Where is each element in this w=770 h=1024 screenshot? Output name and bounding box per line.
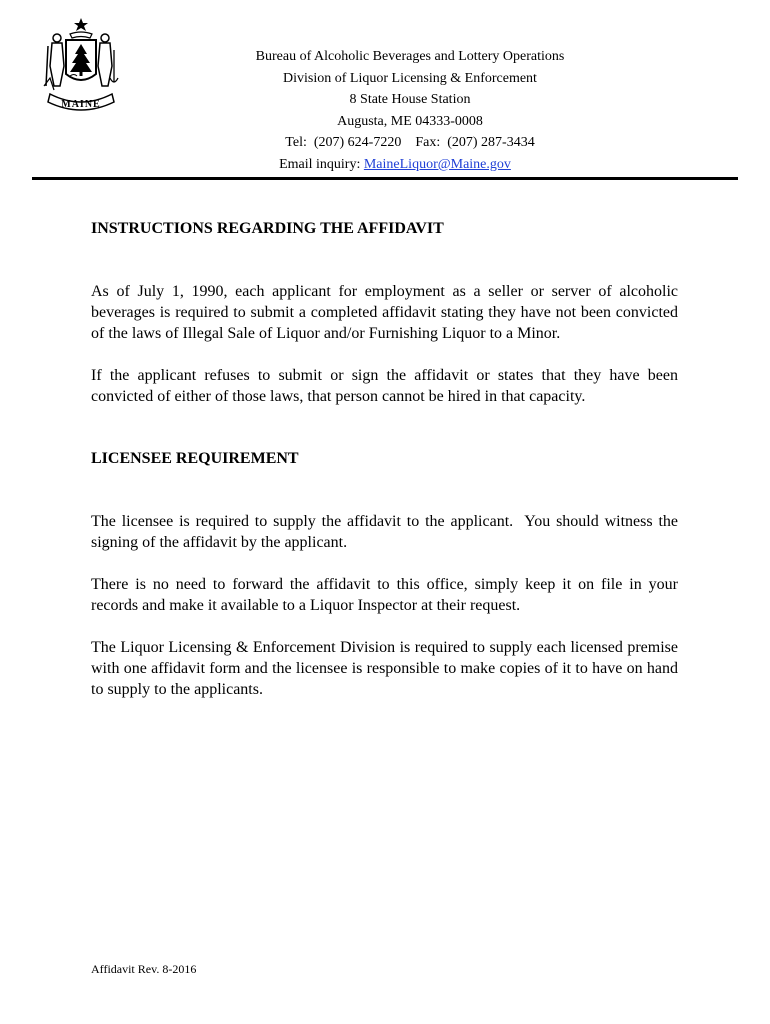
letterhead-email bbox=[150, 154, 670, 176]
letterhead bbox=[150, 46, 670, 175]
instructions-paragraph-1: As of July 1, 1990, each applicant for employment as a seller or server of alcoholic beverages is required to submit a completed affidavit stating they have not been convicted of the laws of Illegal Sale of Liquor and/or Furnishing Liquor to a Minor. bbox=[91, 283, 678, 342]
letterhead-bureau: Bureau of Alcoholic Beverages and Lottery Operations bbox=[255, 49, 565, 64]
letterhead-address-station: 8 State House Station bbox=[349, 92, 471, 107]
letterhead-division: Division of Liquor Licensing & Enforcement bbox=[283, 70, 537, 86]
letterhead-address-city: Augusta, ME 04333-0008 bbox=[337, 113, 483, 129]
seal-text: MAINE bbox=[61, 99, 101, 110]
letterhead-phone-fax: Tel: (207) 624-7220 Fax: (207) 287-3434 bbox=[285, 135, 535, 150]
licensee-paragraph-1: The licensee is required to supply the affidavit to the applicant. You should witness the signing of the affidavit by the applicant. bbox=[91, 513, 682, 551]
header-divider bbox=[32, 177, 738, 180]
email-link[interactable]: MaineLiquor@Maine.gov bbox=[363, 156, 511, 172]
instructions-paragraph-2: If the applicant refuses to submit or sign the affidavit or states that they have been convicted of either of those laws, that person cannot be hired in that capacity. bbox=[91, 367, 678, 405]
instructions-heading: INSTRUCTIONS REGARDING THE AFFIDAVIT bbox=[91, 220, 444, 237]
document-body bbox=[91, 218, 682, 700]
licensee-paragraph-3: The Liquor Licensing & Enforcement Division is required to supply each licensed premise with one affidavit form and the licensee is responsible to make copies of it to have on hand to supply to the applicants. bbox=[91, 639, 678, 698]
licensee-paragraph-2: There is no need to forward the affidavit to this office, simply keep it on file in your records and make it available to a Liquor Inspector at their request. bbox=[91, 576, 678, 614]
maine-state-seal-icon bbox=[40, 16, 122, 112]
footer-revision: Affidavit Rev. 8-2016 bbox=[91, 962, 197, 976]
licensee-heading: LICENSEE REQUIREMENT bbox=[91, 450, 299, 467]
email-label: Email inquiry: bbox=[279, 156, 364, 172]
